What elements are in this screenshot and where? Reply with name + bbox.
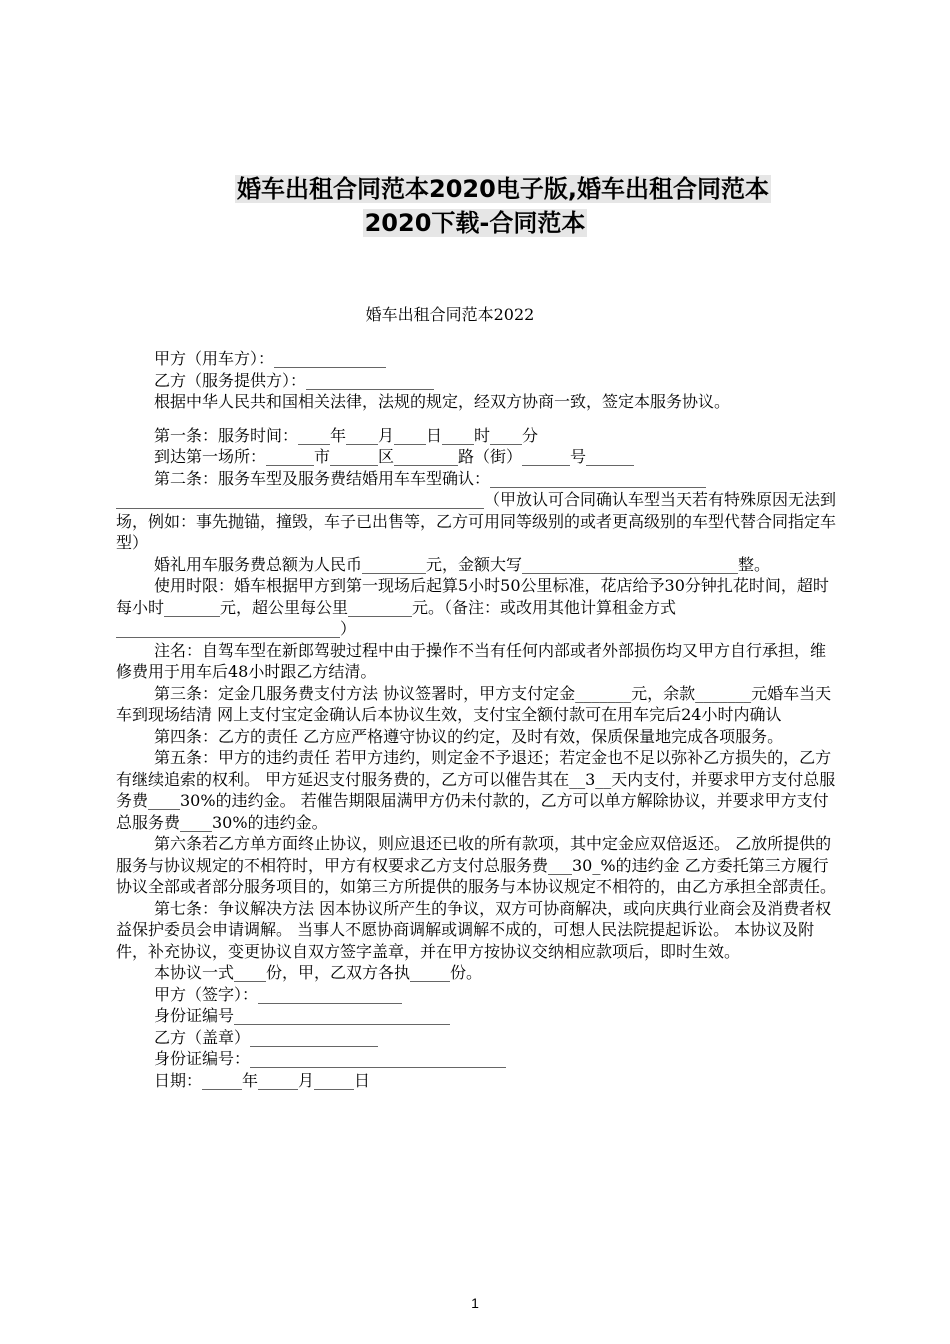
contract-paragraph: 身份证编号：________________________________ — [154, 1049, 507, 1068]
contract-paragraph: 第三条：定金几服务费支付方法 协议签署时，甲方支付定金_______元，余款_______元婚车当天车到现场结清 网上支付宝定金确认后本协议生效，支付宝全额付款可在用车完后24小时内确认 — [116, 683, 832, 724]
contract-paragraph: 使用时限：婚车根据甲方到第一现场后起算5小时50公里标准，花店给予30分钟扎花时间，超时每小时_______元，超公里每公里________元。（备注：或改用其他计算租金方式____________________________） — [116, 576, 829, 638]
contract-paragraph: 身份证编号___________________________ — [154, 1006, 451, 1025]
page-number: 1 — [471, 1295, 479, 1311]
contract-subtitle: 婚车出租合同范本2022 — [365, 305, 535, 324]
contract-paragraph: 到达第一场所：______市______区________路（街）______号______ — [154, 447, 635, 466]
contract-paragraph: 第二条：服务车型及服务费结婚用车车型确认：___________________________ ______________________________________________（甲放认可合同确认车型当天若有特殊原因无法到场，例如：事先抛锚，撞毁，车子已出售等，乙方可用同等级别的或者更高级别的车型代替合同指定车型） — [116, 468, 837, 552]
contract-paragraph: 乙方（服务提供方）：________________ — [154, 370, 435, 390]
contract-paragraph: 本协议一式____份，甲，乙双方各执_____份。 — [154, 963, 483, 982]
contract-paragraph: 第七条：争议解决方法 因本协议所产生的争议，双方可协商解决，或向庆典行业商会及消费者权益保护委员会申请调解。 当事人不愿协商调解或调解不成的，可想人民法院提起诉讼。 本协议及附件，补充协议，变更协议自双方签字盖章，并在甲方按协议交纳相应款项后，即时生效。 — [116, 898, 832, 961]
document-title — [0, 172, 950, 240]
contract-paragraph: 日期：_____年_____月_____日 — [154, 1070, 371, 1090]
contract-paragraph: 第五条：甲方的违约责任 若甲方违约，则定金不予退还；若定金也不足以弥补乙方损失的，乙方有继续追索的权利。 甲方延迟支付服务费的，乙方可以催告其在__3__天内支付，并要求甲方支付总服务费____30%的违约金。 若催告期限届满甲方仍未付款的，乙方可以单方解除协议，并要求甲方支付总服务费____30%的违约金。 — [116, 748, 836, 832]
contract-body — [116, 348, 836, 1091]
contract-paragraph: 第一条：服务时间：____年____月____日____时____分 — [154, 425, 539, 445]
contract-paragraph: 甲方（用车方）：______________ — [154, 349, 387, 368]
contract-paragraph: 乙方（盖章）________________ — [154, 1027, 379, 1047]
contract-paragraph: 婚礼用车服务费总额为人民币________元，金额大写___________________________整。 — [154, 554, 771, 574]
paragraph-gap — [116, 413, 836, 425]
title-line-2: 2020下载-合同范本 — [364, 209, 586, 237]
title-line-1: 婚车出租合同范本2020电子版,婚车出租合同范本 — [237, 175, 769, 203]
contract-paragraph: 第六条若乙方单方面终止协议，则应退还已收的所有款项，其中定金应双倍返还。 乙放所提供的服务与协议规定的不相符时，甲方有权要求乙方支付总服务费___30_%的违约金 乙方委托第三方履行协议全部或者部分服务项目的，如第三方所提供的服务与本协议规定不相符的，由乙方承担全部责任。 — [116, 834, 837, 896]
contract-paragraph: 甲方（签字）：__________________ — [154, 984, 403, 1004]
contract-paragraph: 根据中华人民共和国相关法律，法规的规定，经双方协商一致，签定本服务协议。 — [154, 392, 731, 411]
contract-paragraph: 第四条：乙方的责任 乙方应严格遵守协议的约定，及时有效，保质保量地完成各项服务。 — [154, 726, 784, 746]
contract-paragraph: 注名：自驾车型在新郎驾驶过程中由于操作不当有任何内部或者外部损伤均又甲方自行承担，维修费用于用车后48小时跟乙方结清。 — [116, 640, 827, 681]
